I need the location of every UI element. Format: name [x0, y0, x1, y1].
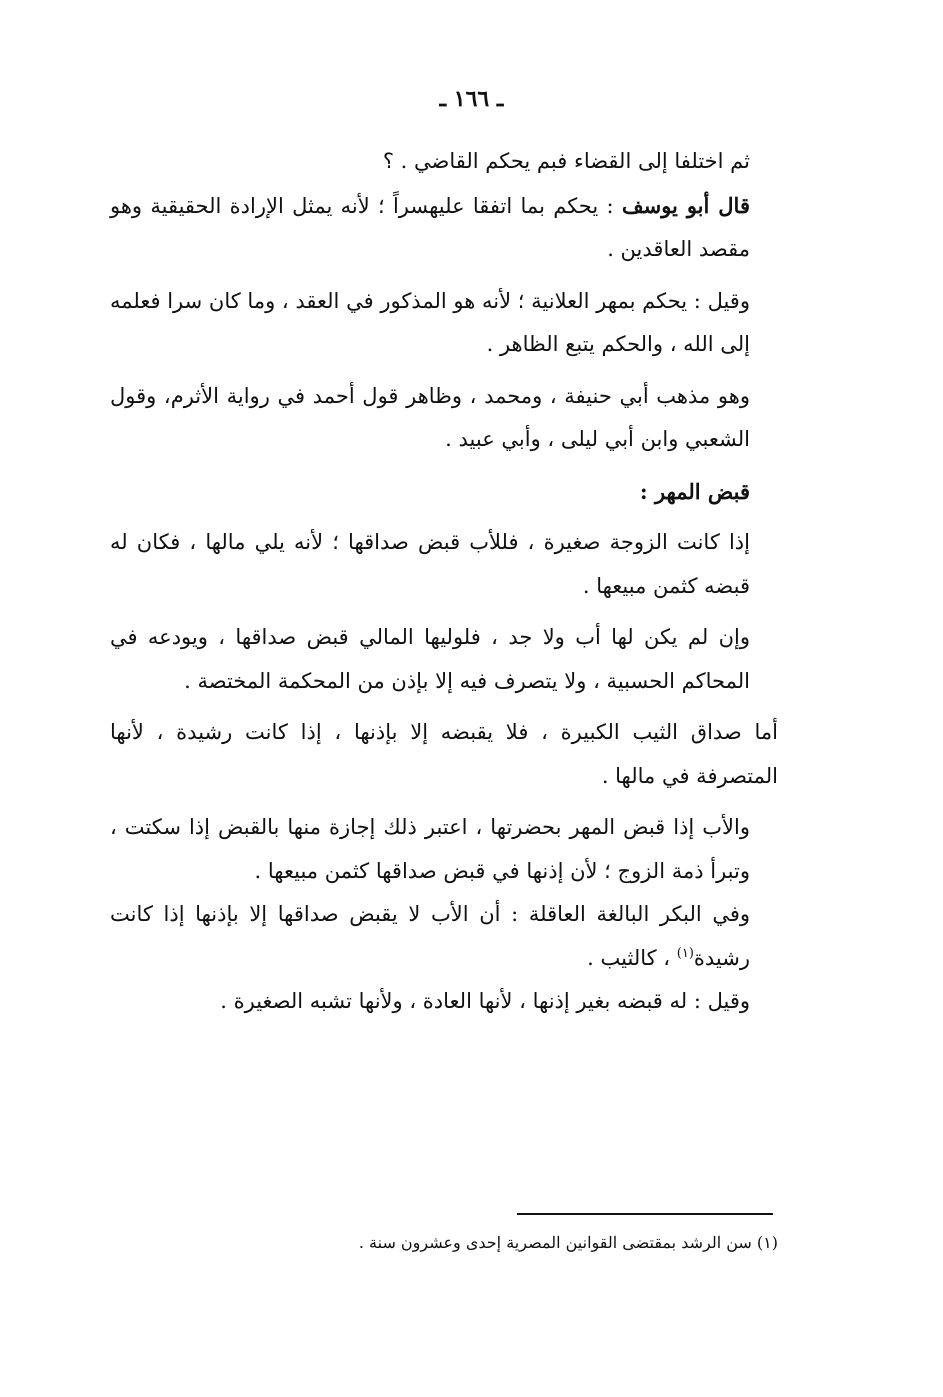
paragraph: ثم اختلفا إلى القضاء فبم يحكم القاضي . ؟ [382, 149, 750, 173]
paragraph-text: ، كالثيب . [587, 945, 677, 970]
paragraph: أما صداق الثيب الكبيرة ، فلا يقبضه إلا بإذنها ، إذا كانت رشيدة ، لأنها المتصرفة في مالها . [110, 720, 778, 788]
paragraph-text: وفي البكر البالغة العاقلة : أن الأب لا يقبض صداقها إلا بإذنها إذا كانت رشيدة [110, 902, 750, 970]
main-text [110, 140, 778, 1024]
footnote-reference: (١) [676, 945, 694, 961]
section-heading: قبض المهر : [639, 478, 750, 504]
footnote: (١) سن الرشد بمقتضى القوانين المصرية إحدى وعشرون سنة . [358, 1233, 778, 1252]
paragraph-text: : يحكم بما اتفقا عليهسراً ؛ لأنه يمثل الإرادة الحقيقية وهو مقصد العاقدين . [110, 193, 750, 261]
paragraph: وقيل : يحكم بمهر العلانية ؛ لأنه هو المذكور في العقد ، وما كان سرا فعلمه إلى الله ، والحكم يتبع الظاهر . [110, 288, 750, 356]
paragraph: وإن لم يكن لها أب ولا جد ، فلوليها المالي قبض صداقها ، ويودعه في المحاكم الحسبية ، ولا يتصرف فيه إلا بإذن من المحكمة المختصة . [110, 625, 750, 693]
page-number: ـ ١٦٦ ـ [439, 86, 504, 112]
paragraph [110, 184, 778, 272]
paragraph: والأب إذا قبض المهر بحضرتها ، اعتبر ذلك إجازة منها بالقبض إذا سكتت ، وتبرأ ذمة الزوج ؛ لأن إذنها في قبض صداقها كثمن مبيعها . [110, 815, 750, 883]
paragraph: وقيل : له قبضه بغير إذنها ، لأنها العادة ، ولأنها تشبه الصغيرة . [220, 989, 750, 1013]
footnote-divider [517, 1213, 773, 1215]
speaker-name: قال أبو يوسف [621, 192, 750, 218]
paragraph [110, 893, 778, 980]
paragraph: وهو مذهب أبي حنيفة ، ومحمد ، وظاهر قول أحمد في رواية الأثرم، وقول الشعبي وابن أبي ليلى ، وأبي عبيد . [110, 383, 750, 451]
paragraph: إذا كانت الزوجة صغيرة ، فللأب قبض صداقها ؛ لأنه يلي مالها ، فكان له قبضه كثمن مبيعها . [110, 530, 750, 598]
